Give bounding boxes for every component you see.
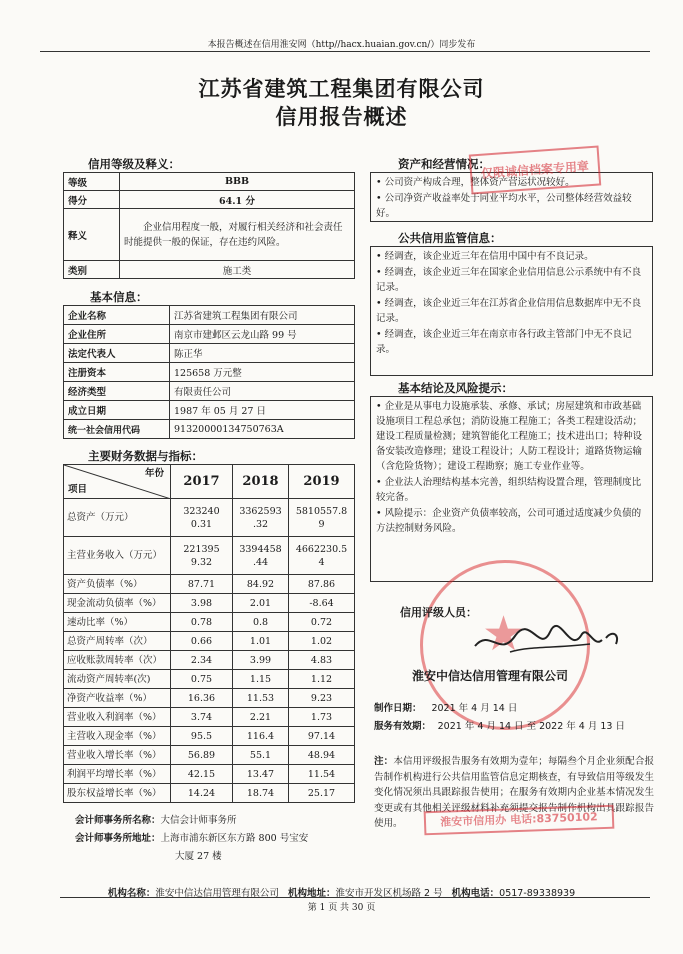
table-row bbox=[64, 173, 355, 191]
basic-label: 企业名称 bbox=[64, 306, 170, 325]
table-row bbox=[64, 209, 355, 261]
finance-value: 4662230.5 4 bbox=[289, 537, 355, 575]
finance-value: 18.74 bbox=[233, 784, 289, 803]
basic-value: 陈正华 bbox=[170, 344, 355, 363]
finance-value: 56.89 bbox=[171, 746, 233, 765]
table-row bbox=[64, 689, 355, 708]
conclusion-section-title: 基本结论及风险提示： bbox=[398, 381, 513, 395]
made-date bbox=[374, 700, 517, 714]
finance-value: 323240 0.31 bbox=[171, 499, 233, 537]
basic-value: 江苏省建筑工程集团有限公司 bbox=[170, 306, 355, 325]
finance-item-name: 总资产周转率（次） bbox=[64, 632, 171, 651]
footer-addr-label: 机构地址： bbox=[287, 888, 336, 899]
basic-label: 统一社会信用代码 bbox=[64, 420, 170, 439]
credit-office-stamp: 淮安市信用办 电话:83750102 bbox=[424, 805, 615, 836]
finance-value: 97.14 bbox=[289, 727, 355, 746]
year-header: 2019 bbox=[289, 465, 355, 499]
rating-org-name: 淮安中信达信用管理有限公司 bbox=[412, 669, 569, 683]
finance-item-name: 速动比率（%） bbox=[64, 613, 171, 632]
finance-value: 11.53 bbox=[233, 689, 289, 708]
list-item: • 经调查，该企业近三年在江苏省企业信用信息数据库中无不良记录。 bbox=[376, 298, 642, 324]
finance-value: 87.86 bbox=[289, 575, 355, 594]
list-item: • 经调查，该企业近三年在南京市各行政主管部门中无不良记录。 bbox=[376, 329, 632, 355]
made-date-label: 制作日期： bbox=[374, 703, 422, 714]
finance-item-name: 流动资产周转率(次) bbox=[64, 670, 171, 689]
finance-table bbox=[63, 464, 355, 803]
note-label: 注： bbox=[374, 756, 394, 767]
list-item: • 公司资产构成合理，整体资产营运状况较好。 bbox=[376, 177, 575, 188]
finance-value: 14.24 bbox=[171, 784, 233, 803]
assets-section-title: 资产和经营情况： bbox=[398, 157, 490, 171]
table-row bbox=[64, 632, 355, 651]
table-row bbox=[64, 420, 355, 439]
finance-value: 221395 9.32 bbox=[171, 537, 233, 575]
finance-value: 11.54 bbox=[289, 765, 355, 784]
finance-value: 0.75 bbox=[171, 670, 233, 689]
finance-value: 2.21 bbox=[233, 708, 289, 727]
finance-value: 5810557.8 9 bbox=[289, 499, 355, 537]
list-item: • 企业是从事电力设施承装、承修、承试；房屋建筑和市政基础设施项目工程总承包；消防设施工程施工；各类工程建设活动；建设工程质量检测；建筑智能化工程施工；技术进出口；特种设备安装改造修理；建设工程设计；人防工程设计；道路货物运输（含危险货物）；建设工程勘察；施工专业作业等。 bbox=[376, 401, 643, 472]
finance-value: 2.01 bbox=[233, 594, 289, 613]
audit-firm-value: 大信会计师事务所 bbox=[160, 815, 237, 826]
finance-value: 55.1 bbox=[233, 746, 289, 765]
finance-item-name: 主营业务收入（万元） bbox=[64, 537, 171, 575]
table-row bbox=[64, 382, 355, 401]
finance-corner-cell bbox=[64, 465, 171, 499]
footer-tel-value: 0517-89338939 bbox=[499, 888, 576, 899]
table-row bbox=[64, 537, 355, 575]
basic-info-table bbox=[63, 305, 355, 439]
list-item: • 企业法人治理结构基本完善，组织结构设置合理，管理制度比较完备。 bbox=[376, 477, 642, 503]
list-item: • 公司净资产收益率处于同业平均水平，公司整体经营效益较好。 bbox=[376, 193, 632, 219]
finance-value: 1.15 bbox=[233, 670, 289, 689]
audit-firm-label: 会计师事务所名称： bbox=[75, 815, 161, 826]
finance-value: 0.72 bbox=[289, 613, 355, 632]
corner-year-label: 年份 bbox=[144, 468, 164, 479]
score-label: 得分 bbox=[64, 191, 120, 209]
finance-value: 0.8 bbox=[233, 613, 289, 632]
valid-period-value: 2021 年 4 月 14 日 至 2022 年 4 月 13 日 bbox=[437, 721, 625, 732]
finance-value: 2.34 bbox=[171, 651, 233, 670]
finance-item-name: 净资产收益率（%） bbox=[64, 689, 171, 708]
meaning-value: 企业信用程度一般，对履行相关经济和社会责任时能提供一般的保证，存在违约风险。 bbox=[120, 209, 355, 261]
finance-value: -8.64 bbox=[289, 594, 355, 613]
basic-label: 法定代表人 bbox=[64, 344, 170, 363]
table-row bbox=[64, 401, 355, 420]
report-title: 信用报告概述 bbox=[275, 105, 408, 129]
category-value: 施工类 bbox=[120, 261, 355, 279]
finance-value: 116.4 bbox=[233, 727, 289, 746]
finance-value: 0.66 bbox=[171, 632, 233, 651]
finance-value: 3.74 bbox=[171, 708, 233, 727]
conclusion-box bbox=[370, 396, 653, 582]
archive-stamp: 仅限诚信档案专用章 bbox=[469, 146, 601, 195]
footer-org-value: 淮安中信达信用管理有限公司 bbox=[155, 888, 279, 899]
audit-address-line2: 大厦 27 楼 bbox=[175, 851, 222, 862]
table-row bbox=[64, 575, 355, 594]
finance-value: 1.02 bbox=[289, 632, 355, 651]
report-publish-note: 本报告概述在信用淮安网（http//hacx.huaian.gov.cn/）同步发布 bbox=[207, 40, 476, 50]
year-header: 2017 bbox=[171, 465, 233, 499]
finance-item-name: 应收账款周转率（次） bbox=[64, 651, 171, 670]
finance-item-name: 现金流动负债率（%） bbox=[64, 594, 171, 613]
finance-item-name: 资产负债率（%） bbox=[64, 575, 171, 594]
basic-label: 企业住所 bbox=[64, 325, 170, 344]
table-row bbox=[64, 708, 355, 727]
finance-item-name: 总资产（万元） bbox=[64, 499, 171, 537]
footer-divider bbox=[60, 897, 650, 898]
finance-value: 95.5 bbox=[171, 727, 233, 746]
finance-value: 3362593 .32 bbox=[233, 499, 289, 537]
level-label: 等级 bbox=[64, 173, 120, 191]
table-row bbox=[64, 784, 355, 803]
list-item: • 经调查，该企业近三年在国家企业信用信息公示系统中有不良记录。 bbox=[376, 267, 642, 293]
finance-value: 1.12 bbox=[289, 670, 355, 689]
page-number: 第 1 页 共 30 页 bbox=[307, 903, 376, 913]
finance-value: 42.15 bbox=[171, 765, 233, 784]
footer-tel-label: 机构电话： bbox=[451, 888, 500, 899]
finance-value: 3394458 .44 bbox=[233, 537, 289, 575]
audit-firm bbox=[75, 812, 237, 826]
finance-value: 4.83 bbox=[289, 651, 355, 670]
finance-value: 13.47 bbox=[233, 765, 289, 784]
valid-period bbox=[374, 718, 625, 732]
basic-label: 成立日期 bbox=[64, 401, 170, 420]
basic-value: 南京市建邺区云龙山路 99 号 bbox=[170, 325, 355, 344]
finance-value: 25.17 bbox=[289, 784, 355, 803]
finance-item-name: 营业收入增长率（%） bbox=[64, 746, 171, 765]
basic-label: 注册资本 bbox=[64, 363, 170, 382]
table-row bbox=[64, 746, 355, 765]
table-row bbox=[64, 344, 355, 363]
meaning-label: 释义 bbox=[64, 209, 120, 261]
audit-addr-value: 上海市浦东新区东方路 800 号宝安 bbox=[160, 833, 309, 844]
finance-section-title: 主要财务数据与指标： bbox=[88, 449, 203, 463]
category-label: 类别 bbox=[64, 261, 120, 279]
finance-item-name: 主营收入现金率（%） bbox=[64, 727, 171, 746]
table-row bbox=[64, 613, 355, 632]
finance-value: 87.71 bbox=[171, 575, 233, 594]
finance-value: 1.73 bbox=[289, 708, 355, 727]
supervision-box bbox=[370, 246, 653, 376]
corner-item-label: 项目 bbox=[68, 484, 88, 495]
finance-value: 48.94 bbox=[289, 746, 355, 765]
finance-value: 9.23 bbox=[289, 689, 355, 708]
finance-value: 1.01 bbox=[233, 632, 289, 651]
finance-value: 3.99 bbox=[233, 651, 289, 670]
table-row bbox=[64, 670, 355, 689]
basic-section-title: 基本信息： bbox=[90, 290, 148, 304]
table-row bbox=[64, 363, 355, 382]
level-value: BBB bbox=[120, 173, 355, 191]
header-divider bbox=[40, 51, 650, 52]
table-row bbox=[64, 191, 355, 209]
finance-value: 16.36 bbox=[171, 689, 233, 708]
basic-value: 1987 年 05 月 27 日 bbox=[170, 401, 355, 420]
year-header: 2018 bbox=[233, 465, 289, 499]
basic-label: 经济类型 bbox=[64, 382, 170, 401]
grade-section-title: 信用等级及释义： bbox=[88, 157, 180, 171]
footer-addr-value: 淮安市开发区机场路 2 号 bbox=[335, 888, 443, 899]
table-row bbox=[64, 727, 355, 746]
basic-value: 91320000134750763A bbox=[170, 420, 355, 439]
company-title: 江苏省建筑工程集团有限公司 bbox=[198, 77, 485, 101]
table-row bbox=[64, 325, 355, 344]
handwritten-signature-icon bbox=[470, 618, 630, 664]
supervision-section-title: 公共信用监管信息： bbox=[398, 231, 502, 245]
grade-table bbox=[63, 172, 355, 279]
finance-value: 84.92 bbox=[233, 575, 289, 594]
finance-item-name: 股东权益增长率（%） bbox=[64, 784, 171, 803]
table-row bbox=[64, 306, 355, 325]
audit-address bbox=[75, 830, 308, 844]
audit-addr-label: 会计师事务所地址： bbox=[75, 833, 161, 844]
table-row bbox=[64, 261, 355, 279]
score-value: 64.1 分 bbox=[120, 191, 355, 209]
footer-org-label: 机构名称： bbox=[107, 888, 156, 899]
valid-period-label: 服务有效期： bbox=[374, 721, 432, 732]
table-row bbox=[64, 594, 355, 613]
list-item: • 风险提示：企业资产负债率较高，公司可通过适度减少负债的方法控制财务风险。 bbox=[376, 508, 642, 534]
note-text: 本信用评级报告服务有效期为壹年；每隔叁个月企业须配合报告制作机构进行公共信用监管信息定期核查，有导致信用等级发生变化情况须出具跟踪报告使用；在服务有效期内企业基本情况发生变更或有其他相关评级材料补充须提交报告制作机构出具跟踪报告使用。 bbox=[374, 756, 654, 829]
rating-staff-label: 信用评级人员： bbox=[400, 606, 477, 619]
table-row bbox=[64, 651, 355, 670]
seal-star-icon: ★ bbox=[482, 606, 526, 662]
table-row bbox=[64, 499, 355, 537]
table-row bbox=[64, 765, 355, 784]
finance-item-name: 利润平均增长率（%） bbox=[64, 765, 171, 784]
finance-value: 3.98 bbox=[171, 594, 233, 613]
finance-item-name: 营业收入利润率（%） bbox=[64, 708, 171, 727]
basic-value: 125658 万元整 bbox=[170, 363, 355, 382]
table-row bbox=[64, 465, 355, 499]
basic-value: 有限责任公司 bbox=[170, 382, 355, 401]
made-date-value: 2021 年 4 月 14 日 bbox=[431, 703, 518, 714]
list-item: • 经调查，该企业近三年在信用中国中有不良记录。 bbox=[376, 251, 594, 262]
finance-value: 0.78 bbox=[171, 613, 233, 632]
